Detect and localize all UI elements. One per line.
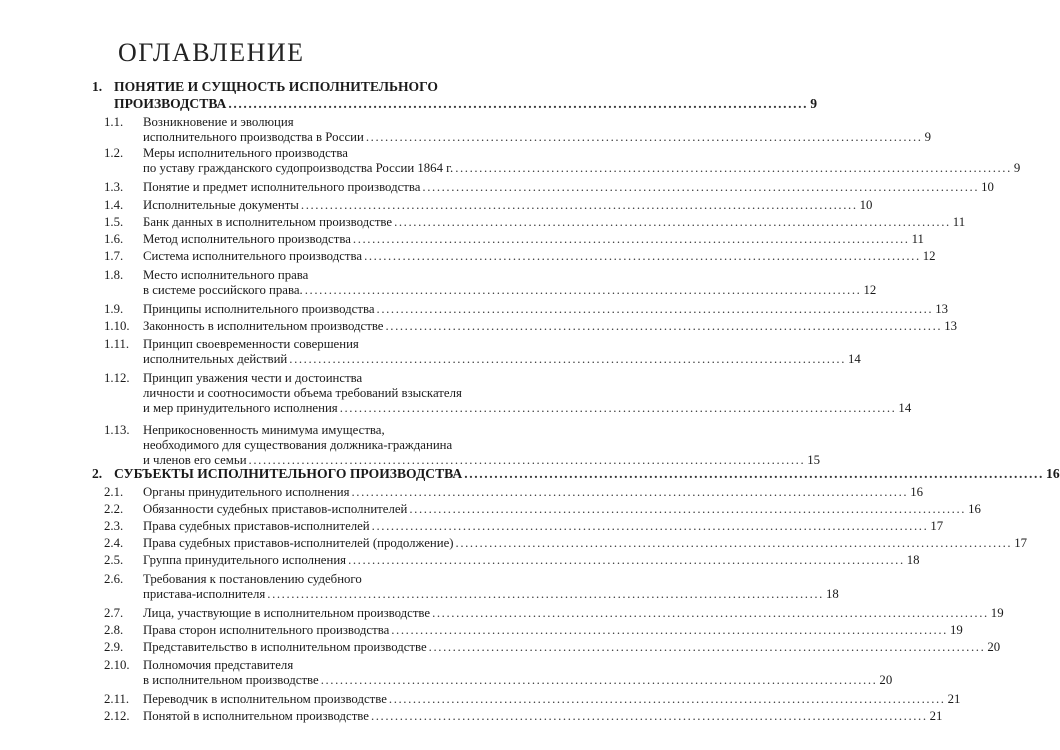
dot-leader: ....................................................................................................................	[365, 130, 923, 145]
section-title-line: исполнительных действий	[143, 352, 288, 367]
chapter-title-line: ПРОИЗВОДСТВА	[114, 96, 227, 111]
section-title-line: Понятой в исполнительном производстве	[143, 709, 369, 723]
section-number: 2.7.	[104, 606, 124, 620]
section-title-line: Неприкосновенность минимума имущества,	[143, 423, 385, 437]
toc-entry-2-6[interactable]	[104, 572, 839, 602]
section-title-line: Меры исполнительного производства	[143, 146, 348, 160]
page-number: 17	[1014, 536, 1028, 550]
section-number: 2.8.	[104, 623, 124, 637]
section-title-line: Место исполнительного права	[143, 268, 309, 282]
dot-leader: ....................................................................................................................	[376, 302, 934, 316]
toc-entry-2-2[interactable]	[104, 502, 981, 517]
section-title-line: Группа принудительного исполнения	[143, 553, 347, 567]
section-title-line: Законность в исполнительном производстве	[143, 319, 384, 333]
section-number: 2.4.	[104, 536, 124, 550]
dot-leader: ....................................................................................................................	[428, 640, 986, 654]
section-title-line: Права судебных приставов-исполнителей (продолжение)	[143, 536, 454, 550]
section-title-line: Исполнительные документы	[143, 198, 299, 212]
toc-entry-2-11[interactable]	[104, 692, 961, 707]
page-number: 16	[968, 502, 981, 516]
dot-leader: ....................................................................................................................	[304, 283, 862, 298]
page-number: 18	[906, 553, 920, 567]
dot-leader: ....................................................................................................................	[267, 587, 824, 602]
section-number: 1.8.	[104, 268, 124, 282]
toc-entry-2-9[interactable]	[104, 640, 1001, 655]
dot-leader: ....................................................................................................................	[422, 180, 980, 194]
dot-leader: ....................................................................................................................	[432, 606, 989, 620]
section-title-line: Требования к постановлению судебного	[143, 572, 362, 586]
page-number: 14	[898, 401, 912, 416]
section-number: 1.3.	[104, 180, 124, 194]
toc-entry-1-4[interactable]	[104, 198, 873, 213]
section-number: 1.5.	[104, 215, 124, 229]
page-number: 13	[935, 302, 949, 316]
chapter-title-line: ПОНЯТИЕ И СУЩНОСТЬ ИСПОЛНИТЕЛЬНОГО	[114, 79, 438, 94]
chapter-2-heading[interactable]	[92, 465, 1060, 482]
page-number: 19	[949, 623, 963, 637]
section-title-line: Органы принудительного исполнения	[143, 485, 350, 499]
dot-leader: ....................................................................................................................	[289, 352, 846, 367]
page-number: 9	[810, 96, 817, 111]
toc-entry-1-2[interactable]	[104, 146, 1021, 176]
page-number: 11	[952, 215, 966, 229]
section-title-line: Возникновение и эволюция	[143, 115, 294, 129]
dot-leader: ....................................................................................................................	[385, 319, 943, 333]
page-number: 21	[947, 692, 961, 706]
toc-entry-1-9[interactable]	[104, 302, 949, 317]
section-number: 2.1.	[104, 485, 124, 499]
toc-entry-2-5[interactable]	[104, 553, 920, 568]
dot-leader: ....................................................................................................................	[464, 466, 1045, 481]
dot-leader: ....................................................................................................................	[339, 401, 897, 416]
page-number: 13	[944, 319, 957, 333]
section-number: 2.2.	[104, 502, 124, 516]
section-title-line: Принципы исполнительного производства	[143, 302, 375, 316]
toc-entry-2-4[interactable]	[104, 536, 1028, 551]
chapter-number: 1.	[92, 79, 103, 94]
dot-leader: ....................................................................................................................	[388, 692, 946, 706]
page-number: 16	[1046, 466, 1060, 481]
dot-leader: ....................................................................................................................	[364, 249, 921, 263]
section-number: 2.3.	[104, 519, 124, 533]
section-title-line: необходимого для существования должника-гражданина	[143, 438, 453, 453]
page-number: 20	[987, 640, 1001, 654]
page-number: 15	[807, 453, 821, 468]
section-title-line: и членов его семьи	[143, 453, 247, 468]
dot-leader: ....................................................................................................................	[248, 453, 806, 468]
section-number: 2.5.	[104, 553, 124, 567]
chapter-1-heading[interactable]	[92, 78, 817, 112]
chapter-number: 2.	[92, 466, 103, 481]
section-number: 1.12.	[104, 371, 130, 385]
section-title-line: Права судебных приставов-исполнителей	[143, 519, 370, 533]
toc-entry-1-5[interactable]	[104, 215, 966, 230]
toc-entry-2-12[interactable]	[104, 709, 943, 724]
dot-leader: ....................................................................................................................	[455, 536, 1013, 550]
page-number: 19	[990, 606, 1004, 620]
toc-entry-1-7[interactable]	[104, 249, 936, 264]
section-title-line: Представительство в исполнительном производстве	[143, 640, 427, 654]
dot-leader: ....................................................................................................................	[348, 553, 905, 567]
page-number: 14	[848, 352, 861, 367]
section-number: 1.1.	[104, 115, 124, 129]
page-number: 21	[929, 709, 943, 723]
toc-entry-1-13[interactable]	[104, 423, 821, 469]
dot-leader: ....................................................................................................................	[370, 709, 928, 723]
toc-entry-1-1[interactable]	[104, 115, 931, 145]
section-number: 1.11.	[104, 337, 130, 351]
page-number: 18	[825, 587, 839, 602]
section-number: 2.11.	[104, 692, 130, 706]
toc-entry-1-12[interactable]	[104, 371, 912, 417]
section-title-line: Права сторон исполнительного производства	[143, 623, 390, 637]
page-number: 10	[859, 198, 873, 212]
page-number: 12	[863, 283, 877, 298]
dot-leader: ....................................................................................................................	[371, 519, 929, 533]
page-number: 16	[910, 485, 923, 499]
dot-leader: ....................................................................................................................	[352, 232, 910, 246]
page-number: 17	[930, 519, 944, 533]
dot-leader: ....................................................................................................................	[394, 215, 951, 229]
toc-entry-1-10[interactable]	[104, 319, 957, 334]
section-title-line: личности и соотносимости объема требований взыскателя	[143, 386, 462, 401]
section-title-line: Понятие и предмет исполнительного производства	[143, 180, 421, 194]
toc-entry-1-8[interactable]	[104, 268, 877, 298]
toc-entry-2-1[interactable]	[104, 485, 923, 500]
dot-leader: ....................................................................................................................	[320, 673, 878, 688]
toc-entry-2-7[interactable]	[104, 606, 1004, 621]
chapter-title-line: СУБЪЕКТЫ ИСПОЛНИТЕЛЬНОГО ПРОИЗВОДСТВА	[114, 466, 463, 481]
dot-leader: ....................................................................................................................	[228, 96, 809, 111]
section-number: 1.10.	[104, 319, 130, 333]
section-number: 1.4.	[104, 198, 124, 212]
section-number: 2.10.	[104, 658, 130, 672]
toc-entry-2-8[interactable]	[104, 623, 963, 638]
section-number: 2.6.	[104, 572, 124, 586]
section-title-line: Принцип уважения чести и достоинства	[143, 371, 363, 385]
section-title-line: в системе российского права.	[143, 283, 303, 298]
page-number: 9	[1013, 161, 1021, 176]
section-title-line: Метод исполнительного производства	[143, 232, 351, 246]
page-number: 9	[924, 130, 931, 145]
section-title-line: пристава-исполнителя	[143, 587, 266, 602]
page-number: 10	[981, 180, 994, 194]
section-title-line: Система исполнительного производства	[143, 249, 363, 263]
page-number: 12	[922, 249, 936, 263]
toc-entry-2-3[interactable]	[104, 519, 944, 534]
section-title-line: Переводчик в исполнительном производстве	[143, 692, 387, 706]
dot-leader: ....................................................................................................................	[409, 502, 967, 516]
dot-leader: ....................................................................................................................	[351, 485, 909, 499]
toc-entry-2-10[interactable]	[104, 658, 893, 688]
section-number: 2.9.	[104, 640, 124, 654]
section-number: 1.9.	[104, 302, 124, 316]
page-number: 20	[879, 673, 893, 688]
section-title-line: исполнительного производства в России	[143, 130, 364, 145]
dot-leader: ....................................................................................................................	[455, 161, 1012, 176]
page-number: 11	[911, 232, 924, 246]
toc-entry-1-6[interactable]	[104, 232, 924, 247]
section-title-line: и мер принудительного исполнения	[143, 401, 338, 416]
section-number: 1.13.	[104, 423, 130, 437]
section-number: 1.6.	[104, 232, 124, 246]
section-title-line: Принцип своевременности совершения	[143, 337, 359, 351]
section-number: 1.2.	[104, 146, 124, 160]
section-title-line: Лица, участвующие в исполнительном производстве	[143, 606, 431, 620]
dot-leader: ....................................................................................................................	[391, 623, 948, 637]
section-title-line: Банк данных в исполнительном производстве	[143, 215, 393, 229]
dot-leader: ....................................................................................................................	[300, 198, 858, 212]
section-number: 2.12.	[104, 709, 130, 723]
section-title-line: по уставу гражданского судопроизводства России 1864 г.	[143, 161, 454, 176]
section-title-line: Обязанности судебных приставов-исполнителей	[143, 502, 408, 516]
toc-entry-1-11[interactable]	[104, 337, 861, 367]
section-number: 1.7.	[104, 249, 124, 263]
page-title: ОГЛАВЛЕНИЕ	[118, 38, 305, 67]
toc-entry-1-3[interactable]	[104, 180, 994, 195]
section-title-line: Полномочия представителя	[143, 658, 294, 672]
section-title-line: в исполнительном производстве	[143, 673, 319, 688]
